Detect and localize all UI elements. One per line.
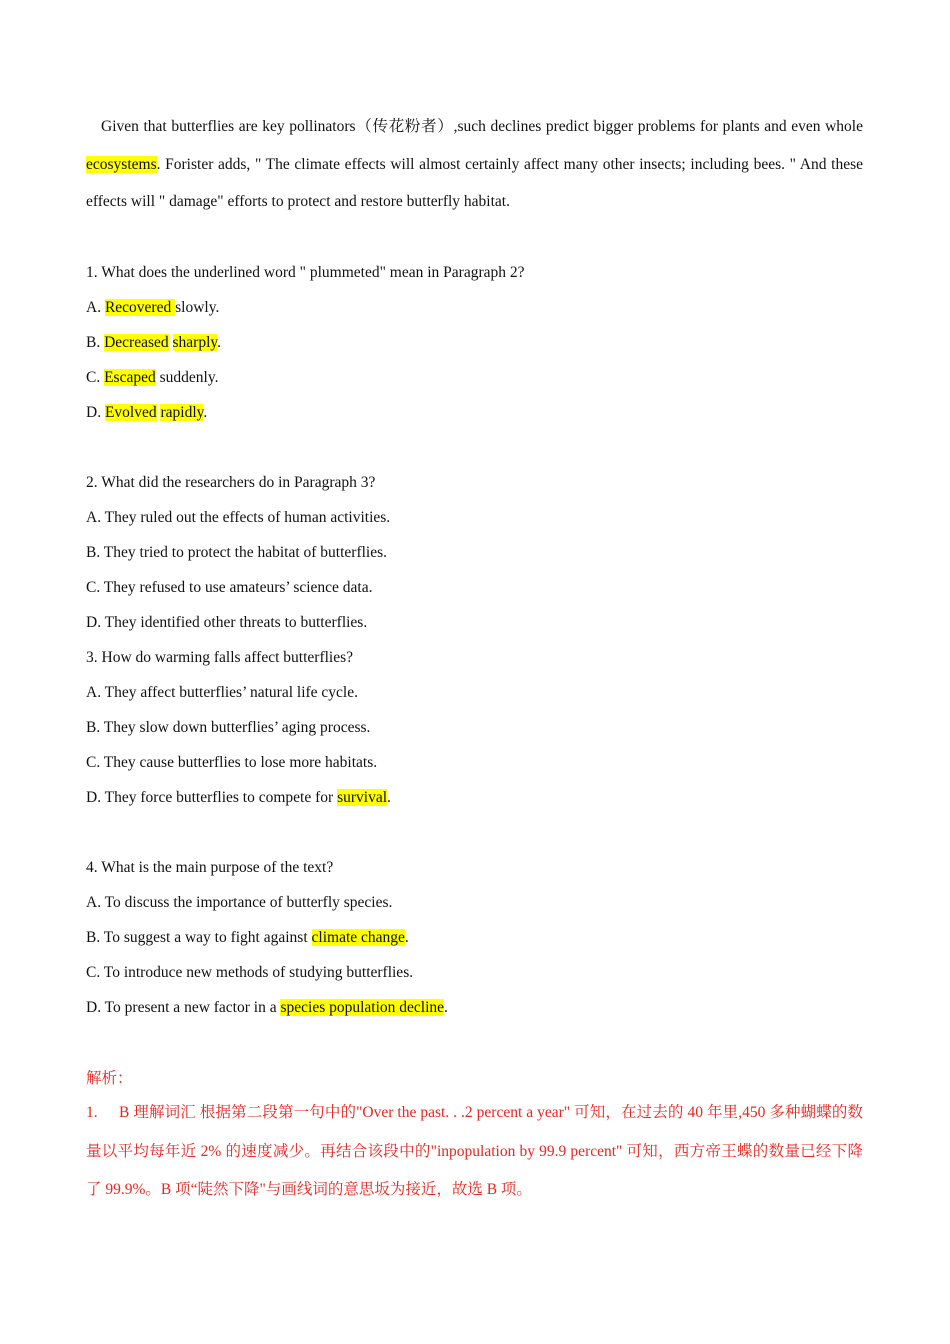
question-4-option-a: A. To discuss the importance of butterfly species. [86,894,393,911]
question-1-option-d: D. Evolved rapidly. [86,404,208,421]
question-3-option-c: C. They cause butterflies to lose more habitats. [86,754,378,771]
passage-paragraph: Given that butterflies are key pollinators（传花粉者）,such declines predict bigger problems for plants and even whole ecosystems. Forister adds, " The climate effects will almost certainly affect many other insects; including bees. " And these effects will " damage" efforts to protect and restore butterfly habitat. [86,118,863,210]
question-3-option-b: B. They slow down butterflies’ aging process. [86,719,371,736]
question-1-option-b: B. Decreased sharply. [86,334,222,351]
question-3-option-a: A. They affect butterflies’ natural life cycle. [86,684,358,701]
question-2-option-d: D. They identified other threats to butterflies. [86,614,368,631]
question-4-option-d: D. To present a new factor in a species population decline. [86,999,448,1016]
question-2-option-c: C. They refused to use amateurs’ science data. [86,579,373,596]
question-1-option-c: C. Escaped suddenly. [86,369,219,386]
question-3-option-d: D. They force butterflies to compete for survival. [86,789,391,806]
question-2-option-b: B. They tried to protect the habitat of butterflies. [86,544,388,561]
question-2-option-a: A. They ruled out the effects of human activities. [86,509,391,526]
question-1-option-a: A. Recovered slowly. [86,299,220,316]
question-1-stem: 1. What does the underlined word " plummeted" mean in Paragraph 2? [86,264,525,281]
question-4-option-c: C. To introduce new methods of studying butterflies. [86,964,414,981]
highlight-ecosystems: ecosystems [86,155,157,173]
question-3-stem: 3. How do warming falls affect butterflies? [86,649,354,666]
analysis-item-1: 1. B 理解词汇 根据第二段第一句中的"Over the past. . .2 percent a year" 可知，在过去的 40 年里,450 多种蝴蝶的数量以平均每年近 2% 的速度减少。再结合该段中的"inpopulation by 99.9 percent" 可知，西方帝王蝶的数量已经下降了 99.9%。B 项“陡然下降"与画线词的意思坂为接近，故选 B 项。 [86,1104,863,1198]
question-2-stem: 2. What did the researchers do in Paragraph 3? [86,474,376,491]
question-4-option-b: B. To suggest a way to fight against climate change. [86,929,409,946]
analysis-heading: 解析： [86,1070,133,1087]
question-4-stem: 4. What is the main purpose of the text? [86,859,334,876]
